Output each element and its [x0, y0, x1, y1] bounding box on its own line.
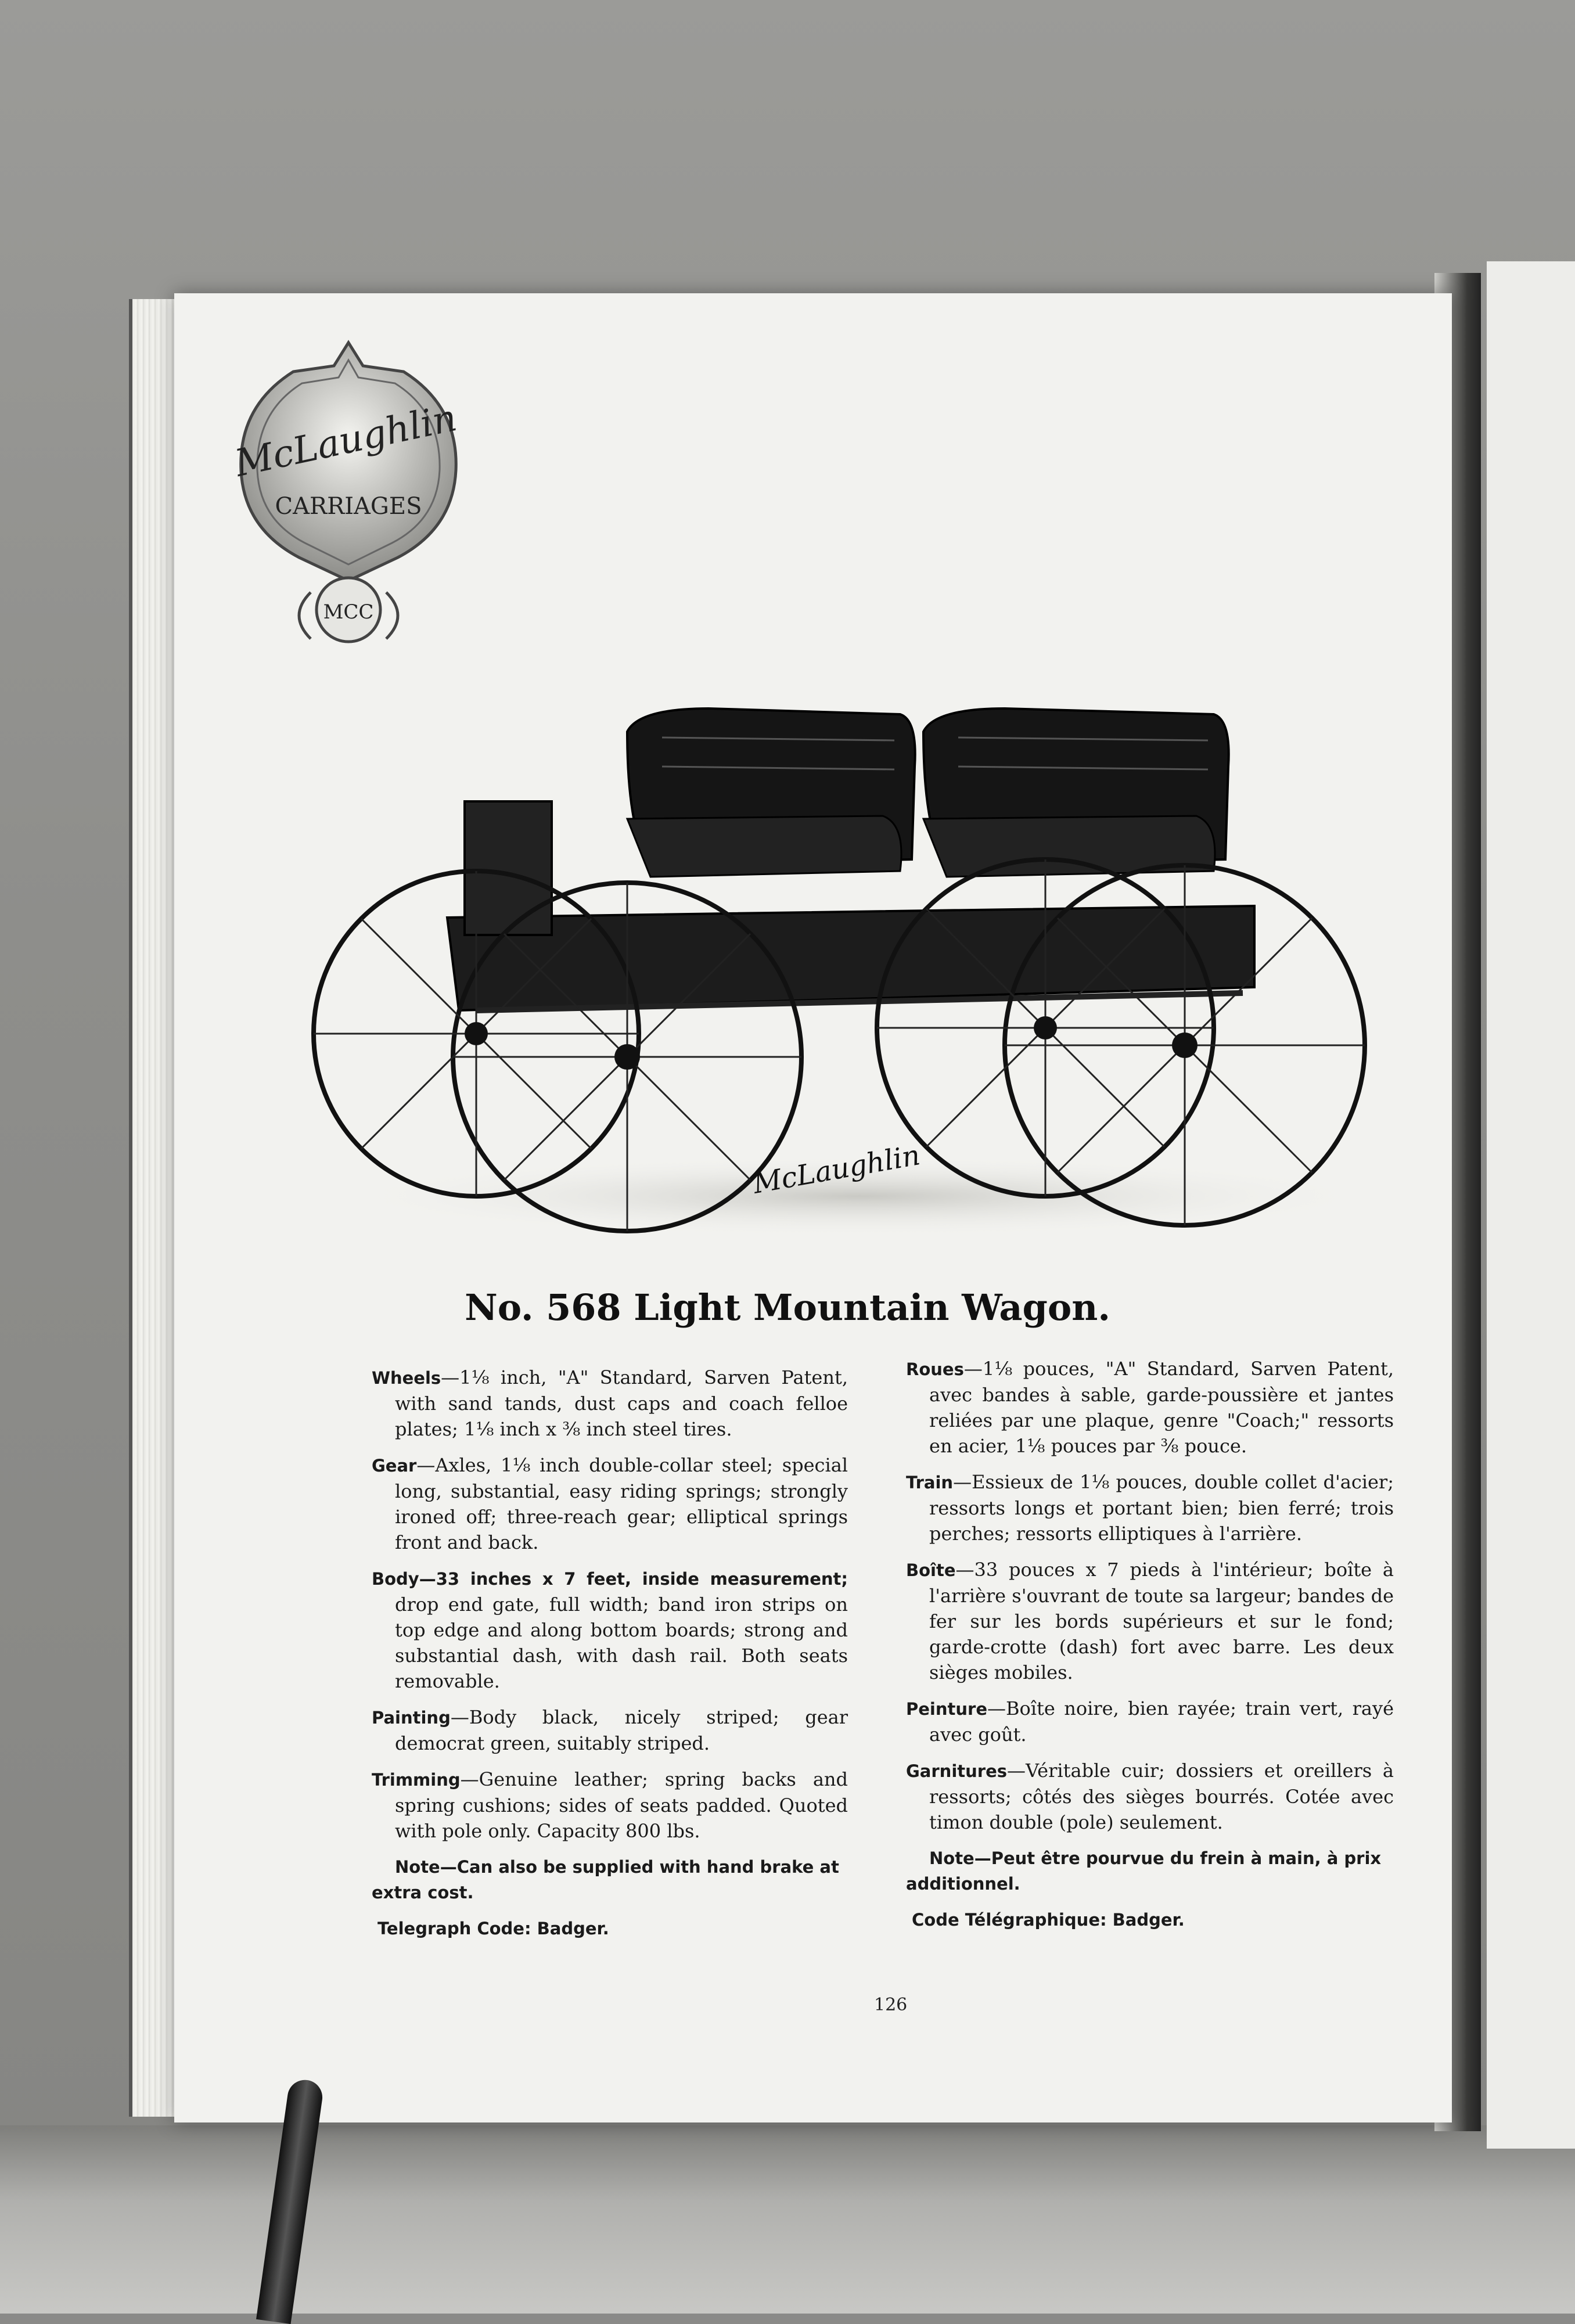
spec-trimming — [360, 1767, 848, 1844]
telegraph-code-fr: Code Télégraphique: Badger. — [912, 1910, 1185, 1930]
spec-label: Roues — [906, 1359, 964, 1379]
spec-bold-text: —33 inches x 7 feet, inside measurement; — [419, 1569, 848, 1589]
spec-body — [360, 1566, 848, 1694]
french-specifications — [894, 1356, 1394, 1933]
spec-label: Peinture — [906, 1699, 987, 1719]
telegraph-code: Telegraph Code: Badger. — [377, 1919, 609, 1938]
spec-label: Body — [372, 1569, 419, 1589]
mclaughlin-carriages-logo — [229, 337, 468, 650]
logo-sub-text: CARRIAGES — [275, 493, 422, 520]
spec-label: Boîte — [906, 1560, 956, 1580]
spec-garnitures — [894, 1758, 1394, 1835]
spec-label: Painting — [372, 1708, 451, 1728]
spec-label: Trimming — [372, 1770, 461, 1790]
english-specifications — [360, 1365, 848, 1941]
logo-monogram: MCC — [323, 600, 374, 624]
spec-text: —1⅛ inch, "A" Standard, Sarven Patent, with sand tands, dust caps and coach felloe plates; 1⅛ inch x ⅜ inch steel tires. — [395, 1366, 848, 1440]
maker-signature: McLaughlin — [750, 1139, 923, 1200]
spec-label: Garnitures — [906, 1761, 1007, 1781]
spec-text: —1⅛ pouces, "A" Standard, Sarven Patent, avec bandes à sable, garde-poussière et jantes reliées par une plaque, genre "Coach;" ressorts en acier, 1⅛ pouces par ⅜ pouce. — [929, 1358, 1394, 1457]
table-edge — [0, 2125, 1575, 2314]
logo-script-text: McLaughlin — [231, 396, 461, 485]
spec-peinture — [894, 1696, 1394, 1747]
page-number: 126 — [874, 1995, 908, 2015]
spec-text: —Genuine leather; spring backs and spring cushions; sides of seats padded. Quoted with pole only. Capacity 800 lbs. — [395, 1768, 848, 1842]
facing-page — [1487, 261, 1575, 2149]
spec-text: —Boîte noire, bien rayée; train vert, rayé avec goût. — [929, 1697, 1394, 1746]
spec-note-fr: Note—Peut être pourvue du frein à main, à prix additionnel. — [906, 1848, 1382, 1894]
spec-text: —Essieux de 1⅛ pouces, double collet d'acier; ressorts longs et portant bien; bien ferré; trois perches; ressorts elliptiques à l'arrière. — [929, 1471, 1394, 1545]
spec-label: Wheels — [372, 1368, 441, 1388]
spec-text: —33 pouces x 7 pieds à l'intérieur; boîte à l'arrière s'ouvrant de toute sa largeur; bandes de fer sur les bords supérieurs et sur le fond; garde-crotte (dash) fort avec barre. Les deux sièges mobiles. — [929, 1559, 1394, 1683]
spec-text: drop end gate, full width; band iron strips on top edge and along bottom boards; strong and substantial dash, with dash rail. Both seats removable. — [395, 1593, 848, 1692]
spec-wheels — [360, 1365, 848, 1442]
spec-label: Train — [906, 1473, 954, 1492]
spec-train — [894, 1469, 1394, 1546]
spec-note: Note—Can also be supplied with hand brake at extra cost. — [372, 1857, 839, 1902]
spec-gear — [360, 1452, 848, 1555]
page-title: No. 568 Light Mountain Wagon. — [465, 1286, 1110, 1329]
carriage-illustration — [302, 685, 1429, 1243]
spec-painting — [360, 1704, 848, 1756]
spec-boite — [894, 1557, 1394, 1685]
spec-text: —Véritable cuir; dossiers et oreillers à ressorts; côtés des sièges bourrés. Cotée avec timon double (pole) seulement. — [929, 1760, 1394, 1833]
spec-roues — [894, 1356, 1394, 1459]
spec-text: —Body black, nicely striped; gear democrat green, suitably striped. — [395, 1706, 848, 1754]
spec-label: Gear — [372, 1456, 417, 1476]
spec-text: —Axles, 1⅛ inch double-collar steel; special long, substantial, easy riding springs; strongly ironed off; three-reach gear; elliptical springs front and back. — [395, 1454, 848, 1553]
